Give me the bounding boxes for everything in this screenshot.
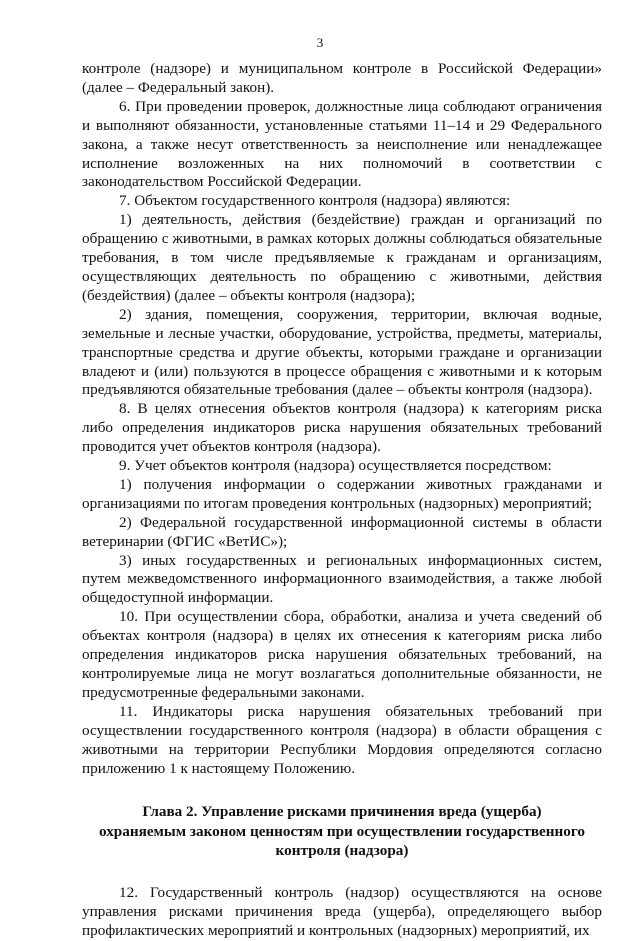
paragraph: 10. При осуществлении сбора, обработки, анализа и учета сведений об объектах контроля (надзора) в целях их отнесения к категориям риска либо определения индикаторов риска нарушения обязательных требований, на контролируемые лица не могут возлагаться дополнительные обязанности, не предусмотренные федеральными законами. xyxy=(82,608,602,701)
paragraph: 7. Объектом государственного контроля (надзора) являются: xyxy=(119,192,511,210)
paragraph: контроле (надзоре) и муниципальном контроле в Российской Федерации» (далее – Федеральный закон). xyxy=(82,60,602,96)
paragraph: 12. Государственный контроль (надзор) осуществляются на основе управления рисками причинения вреда (ущерба), определяющего выбор профилактических мероприятий и контрольных (надзорных) мероприятий, их xyxy=(82,883,602,939)
page-number: 3 xyxy=(316,35,324,50)
paragraph: 9. Учет объектов контроля (надзора) осуществляется посредством: xyxy=(119,457,552,475)
paragraph: 6. При проведении проверок, должностные лица соблюдают ограничения и выполняют обязанности, установленные статьями 11–14 и 29 Федерального закона, а также несут ответственность за неисполнение или ненадлежащее исполнение возложенных на них полномочий в соответствии с законодательством Российской Федерации. xyxy=(82,97,602,191)
chapter-heading-line-1: Глава 2. Управление рисками причинения вреда (ущерба) xyxy=(142,803,542,821)
paragraphs-after-chapter xyxy=(82,884,602,941)
document-body xyxy=(82,60,602,941)
chapter-heading-line-2: охраняемым законом ценностям при осуществлении государственного xyxy=(99,822,585,840)
paragraph: 2) здания, помещения, сооружения, территории, включая водные, земельные и лесные участки, оборудование, устройства, предметы, материалы, транспортные средства и другие объекты, которыми граждане и организации владеют и (или) пользуются в процессе обращения с животными и к которым предъявляются обязательные требования (далее – объекты контроля (надзора). xyxy=(82,305,602,399)
chapter-heading-line-3: контроля (надзора) xyxy=(275,842,409,860)
paragraphs-before-chapter xyxy=(82,60,602,778)
paragraph: 3) иных государственных и региональных информационных систем, путем межведомственного информационного взаимодействия, а также любой общедоступной информации. xyxy=(82,551,602,607)
paragraph: 2) Федеральной государственной информационной системы в области ветеринарии (ФГИС «ВетИС»); xyxy=(82,513,602,550)
paragraph: 11. Индикаторы риска нарушения обязательных требований при осуществлении государственного контроля (надзора) в области обращения с животными на территории Республики Мордовия определяются согласно приложению 1 к настоящему Положению. xyxy=(82,702,602,777)
chapter-heading xyxy=(82,802,602,861)
paragraph: 1) деятельность, действия (бездействие) граждан и организаций по обращению с животными, в рамках которых должны соблюдаться обязательные требования, в том числе предъявляемые к гражданам и организациям, осуществляющих деятельность по обращению с животными, действия (бездействия) (далее – объекты контроля (надзора); xyxy=(82,211,602,304)
paragraph: 1) получения информации о содержании животных гражданами и организациями по итогам проведения контрольных (надзорных) мероприятий; xyxy=(82,475,602,512)
paragraph: 8. В целях отнесения объектов контроля (надзора) к категориям риска либо определения индикаторов риска нарушения обязательных требований проводится учет объектов контроля (надзора). xyxy=(82,400,602,456)
